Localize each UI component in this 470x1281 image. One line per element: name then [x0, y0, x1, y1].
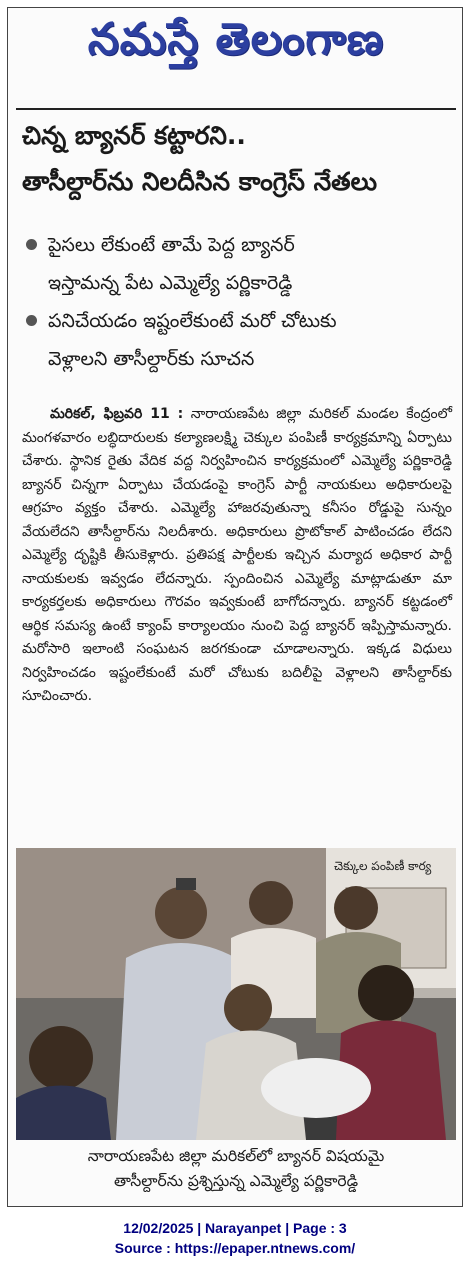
bullet-item — [22, 302, 452, 378]
news-photo — [16, 848, 456, 1140]
bullet-dot-icon — [26, 239, 37, 250]
bullet-item — [22, 226, 452, 302]
masthead-title: నమస్తే తెలంగాణ — [87, 14, 385, 65]
photo-illustration — [16, 848, 456, 1140]
headline-line-2: తాసీల్దార్‌ను నిలదీసిన కాంగ్రెస్ నేతలు — [22, 167, 378, 196]
photo-banner-text: చెక్కుల పంపిణీ కార్య — [334, 859, 432, 873]
bullet-dot-icon — [26, 315, 37, 326]
caption-line: నారాయణపేట జిల్లా మరికల్‌లో బ్యానర్ విషయమై — [87, 1147, 385, 1165]
newspaper-masthead — [8, 8, 464, 80]
headline-line-1: చిన్న బ్యానర్ కట్టారని.. — [22, 121, 246, 150]
footer-source-link[interactable]: Source : https://epaper.ntnews.com/ — [114, 1240, 356, 1256]
caption-line: తాసీల్దార్‌ను ప్రశ్నిస్తున్న ఎమ్మెల్యే పర్ణికారెడ్డి — [113, 1172, 359, 1190]
article-paragraph: నారాయణపేట జిల్లా మరికల్ మండల కేంద్రంలో మంగళవారం లబ్ధిదారులకు కల్యాణలక్ష్మి చెక్కుల పంపిణీ కార్యక్రమాన్ని ఏర్పాటు చేశారు. స్థానిక రైతు వేదిక వద్ద నిర్వహించిన కార్యక్రమంలో ఎమ్మెల్యే పర్ణికారెడ్డి బ్యానర్ చిన్నగా ఏర్పాటు చేయడంపై కాంగ్రెస్ పార్టీ నాయకులు అధికారులపై ఆగ్రహం వ్యక్తం చేశారు. ఎమ్మెల్యే హాజరవుతున్నా కనీసం రోడ్డుపై సున్నం వేయలేదని తాసీల్దార్‌ను నిలదీశారు. అధికారులు ప్రొటోకాల్ పాటించడం లేదని ఎమ్మెల్యే దృష్టికి తీసుకెళ్లారు. ప్రతిపక్ష పార్టీలకు ఇచ్చిన మర్యాద అధికార పార్టీ నాయకులకు ఇవ్వడం లేదన్నారు. స్పందించిన ఎమ్మెల్యే మాట్లాడుతూ మా కార్యకర్తలకు అధికారులు గౌరవం ఇవ్వకుంటే బాగోదన్నారు. బ్యానర్ కట్టడంలో ఆర్థిక సమస్య ఉంటే క్యాంప్ కార్యాలయం నుంచి పెద్ద బ్యానర్ ఇప్పిస్తామన్నారు. మరోసారి ఇలాంటి సంఘటన జరగకుండా చూడాలన్నారు. ఇక్కడ విధులు నిర్వహించడం ఇష్టంలేకుంటే మరో చోటుకు బదిలీపై వెళ్లాలని తాసీల్దార్‌కు సూచించారు. — [22, 406, 453, 704]
photo-caption — [16, 1144, 456, 1194]
bullet-text: పైసలు లేకుంటే తామే పెద్ద బ్యానర్ — [48, 234, 295, 256]
article-dateline: మరికల్, ఫిబ్రవరి 11 : — [50, 406, 184, 422]
summary-bullets — [22, 226, 452, 378]
top-rule — [16, 108, 456, 110]
source-footer — [0, 1218, 470, 1258]
bullet-text: ఇస్తామన్న పేట ఎమ్మెల్యే పర్ణికారెడ్డి — [48, 272, 293, 294]
bullet-text: వెళ్లాలని తాసీల్దార్‌కు సూచన — [48, 348, 255, 370]
news-clipping — [7, 7, 463, 1207]
footer-date-page: 12/02/2025 | Narayanpet | Page : 3 — [123, 1220, 347, 1236]
bullet-text: పనిచేయడం ఇష్టంలేకుంటే మరో చోటుకు — [48, 310, 337, 332]
article-body — [22, 403, 452, 709]
